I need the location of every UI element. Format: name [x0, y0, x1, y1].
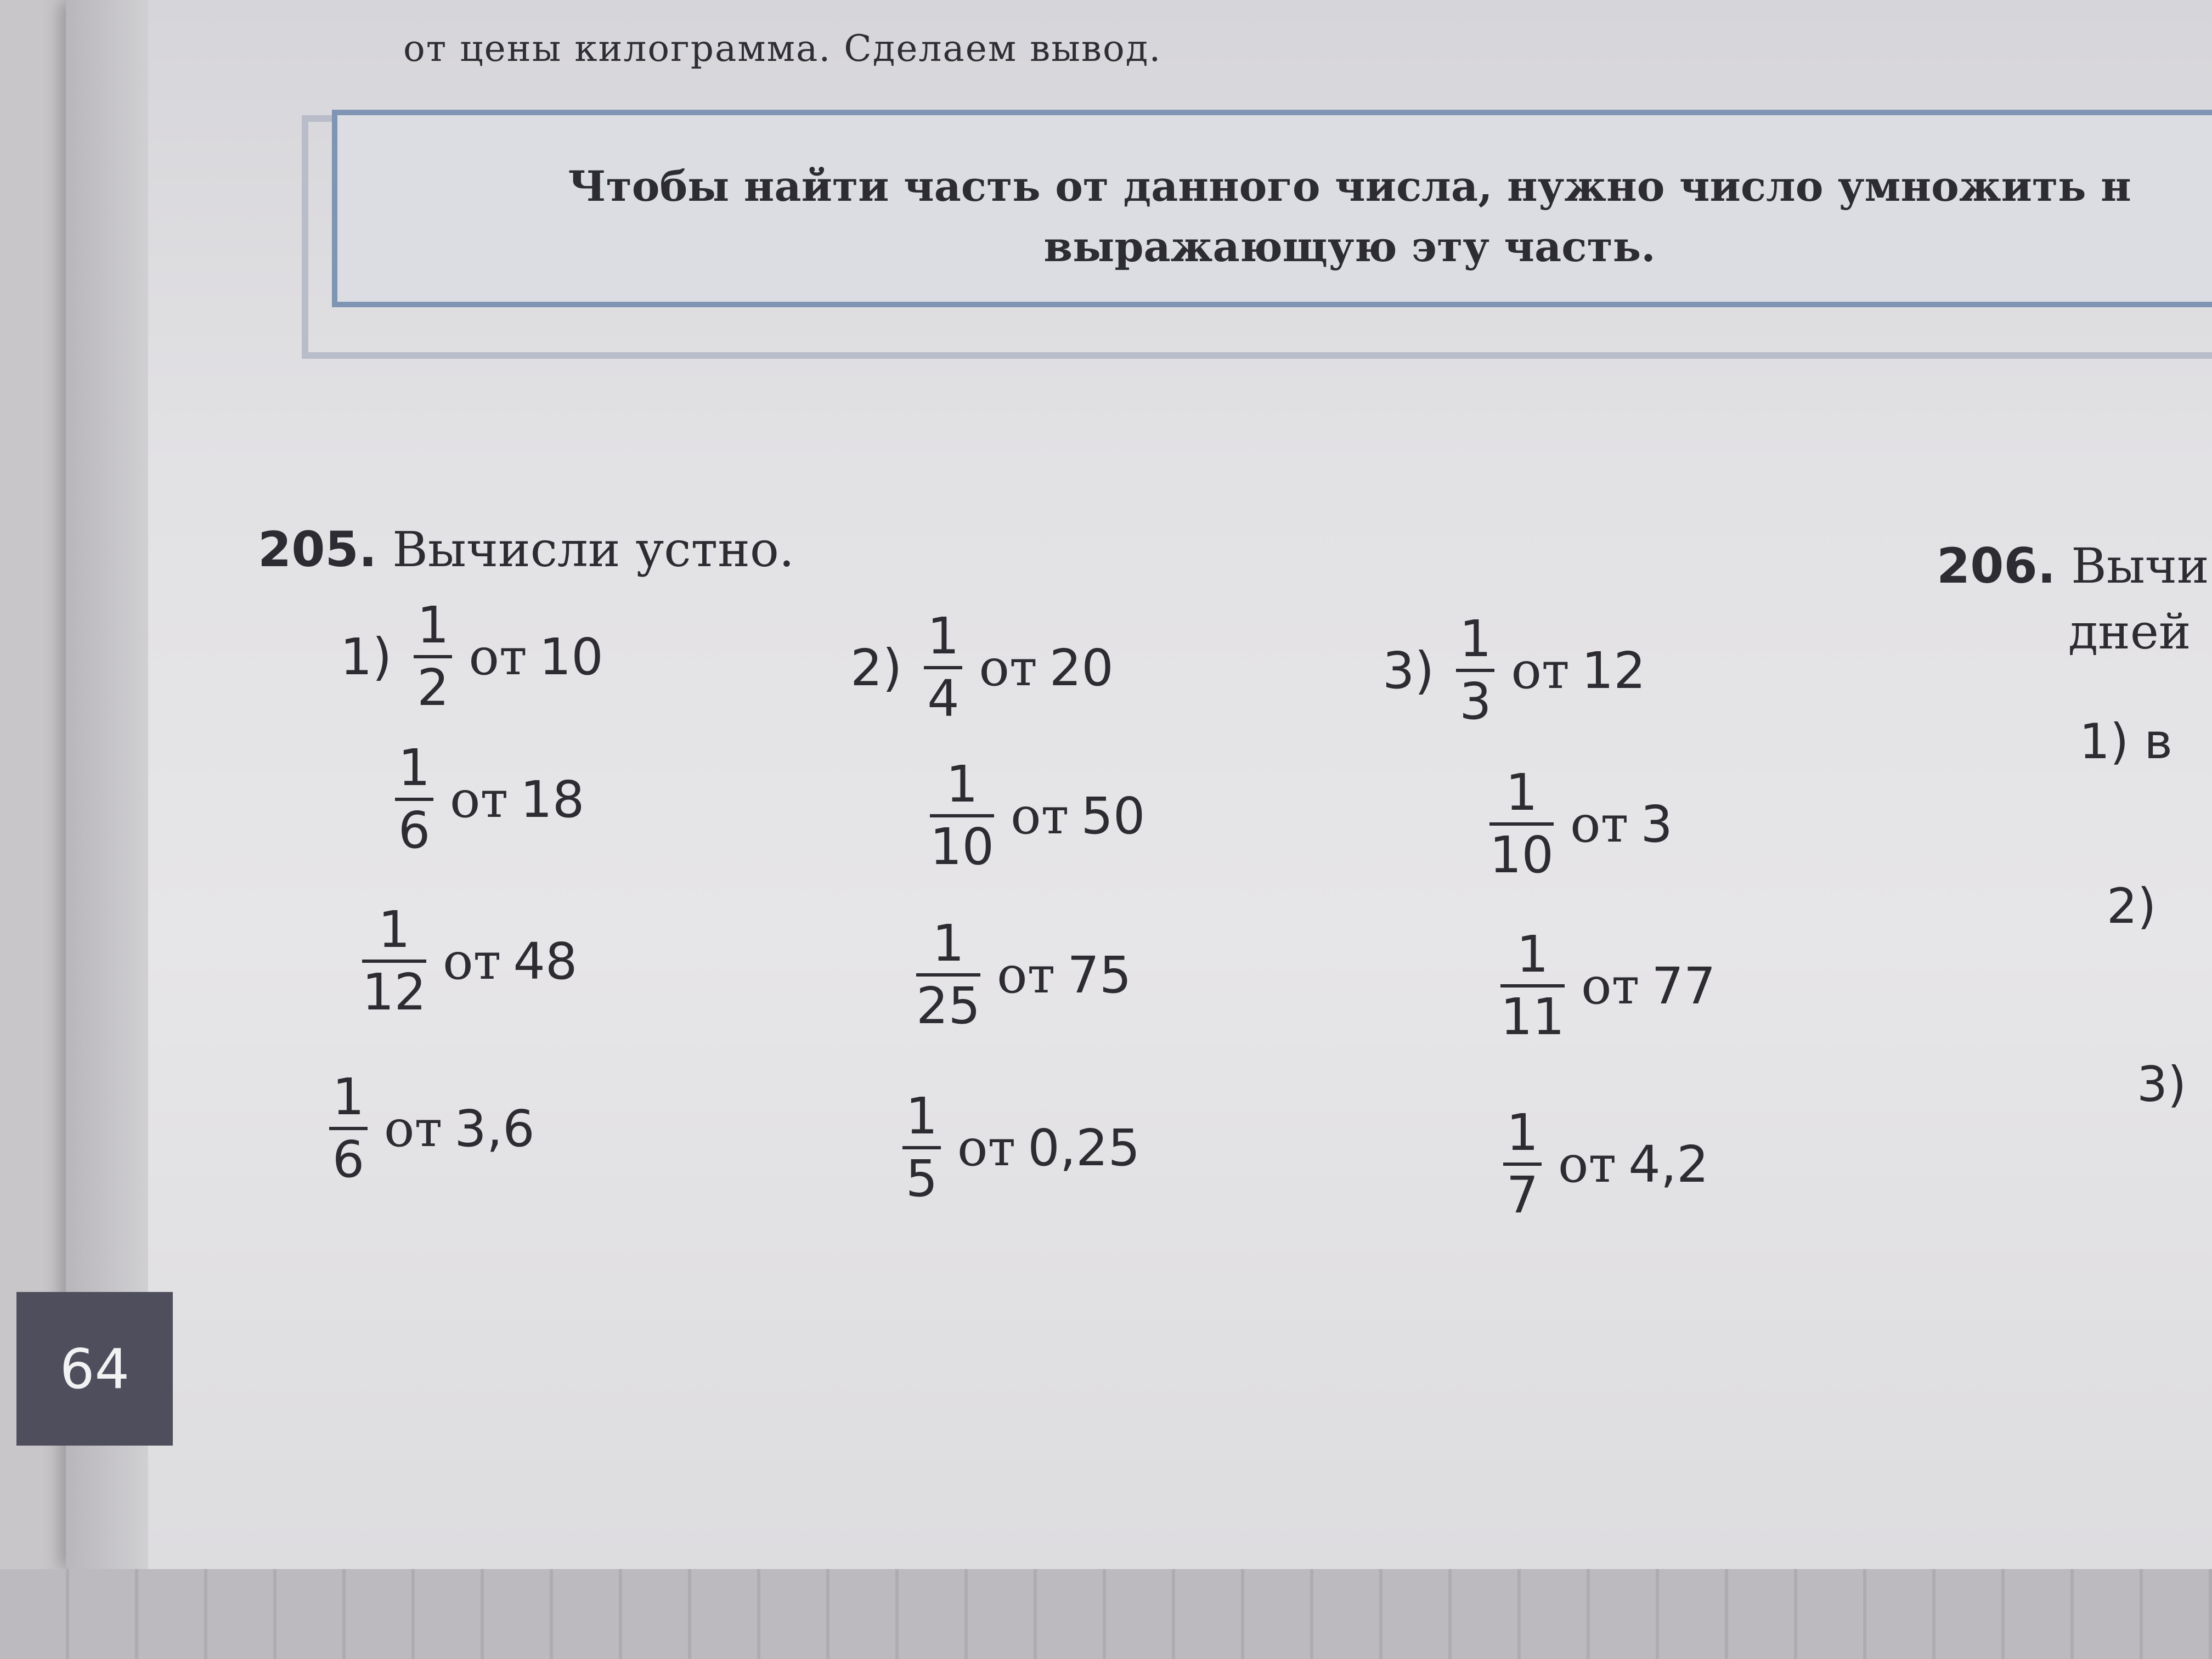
exercise-item [1503, 1105, 1709, 1223]
operand: 12 [1581, 641, 1646, 700]
exercise-206-heading [1937, 538, 2209, 594]
exercise-number: 206. [1937, 538, 2056, 594]
fraction: 1 6 [329, 1070, 368, 1187]
fraction: 1 10 [1489, 763, 1554, 884]
fraction: 1 10 [930, 755, 995, 876]
fraction: 1 3 [1456, 612, 1494, 729]
exercise-title: Вычисли устно. [392, 521, 794, 578]
exercise-item [916, 916, 1131, 1034]
exercise-item [930, 757, 1145, 874]
word-of: от [384, 1099, 443, 1158]
exercise-item [362, 902, 577, 1020]
operand: 75 [1067, 945, 1132, 1005]
fraction: 1 4 [924, 609, 962, 726]
rule-text [362, 156, 2212, 277]
operand: 77 [1651, 956, 1716, 1015]
fraction: 1 25 [916, 914, 981, 1035]
exercise-item [340, 598, 603, 715]
exercise-item [1383, 612, 1646, 729]
exercise-206-line-2: дней [2068, 603, 2191, 660]
rule-line-1: Чтобы найти часть от данного числа, нужно число умножить н [568, 162, 2131, 211]
word-of: от [1011, 786, 1069, 845]
word-of: от [1558, 1135, 1617, 1194]
column-label: 3) [1383, 641, 1435, 700]
exercise-item [329, 1070, 535, 1187]
exercise-206-item: 2) [2107, 878, 2157, 934]
fraction: 1 12 [362, 900, 427, 1022]
exercise-206-item: 3) [2137, 1056, 2187, 1113]
page-stack-edge [0, 1569, 2212, 1659]
operand: 3,6 [454, 1099, 535, 1158]
rule-line-2: выражающую эту часть. [1043, 222, 1656, 271]
exercise-item [850, 609, 1114, 726]
operand: 0,25 [1028, 1118, 1141, 1177]
word-of: от [469, 627, 527, 686]
exercise-205-heading [258, 521, 794, 578]
operand: 48 [513, 932, 578, 991]
word-of: от [1570, 794, 1629, 854]
exercise-number: 205. [258, 521, 377, 578]
word-of: от [957, 1118, 1016, 1177]
operand: 10 [539, 627, 603, 686]
operand: 4,2 [1628, 1135, 1709, 1194]
exercise-item [1500, 927, 1716, 1045]
operand: 18 [520, 770, 585, 829]
word-of: от [997, 945, 1056, 1005]
word-of: от [443, 932, 501, 991]
page-number: 64 [16, 1292, 173, 1446]
fraction: 1 11 [1500, 925, 1565, 1046]
fraction: 1 5 [902, 1089, 941, 1206]
word-of: от [1511, 641, 1570, 700]
fraction: 1 7 [1503, 1105, 1542, 1223]
operand: 20 [1049, 638, 1114, 697]
exercise-item [1489, 765, 1673, 883]
operand: 3 [1640, 794, 1673, 854]
fraction: 1 2 [414, 598, 452, 715]
column-label: 2) [850, 638, 902, 697]
exercise-item [395, 738, 585, 860]
intro-text-line: от цены килограмма. Сделаем вывод. [403, 27, 1162, 70]
word-of: от [979, 638, 1037, 697]
fraction: 1 6 [395, 741, 433, 858]
exercise-item [902, 1089, 1140, 1206]
word-of: от [1581, 956, 1640, 1015]
exercise-206-item: 1) в [2079, 713, 2173, 770]
word-of: от [450, 770, 509, 829]
exercise-title: Вычи [2071, 538, 2209, 594]
column-label: 1) [340, 627, 392, 686]
operand: 50 [1081, 786, 1146, 845]
